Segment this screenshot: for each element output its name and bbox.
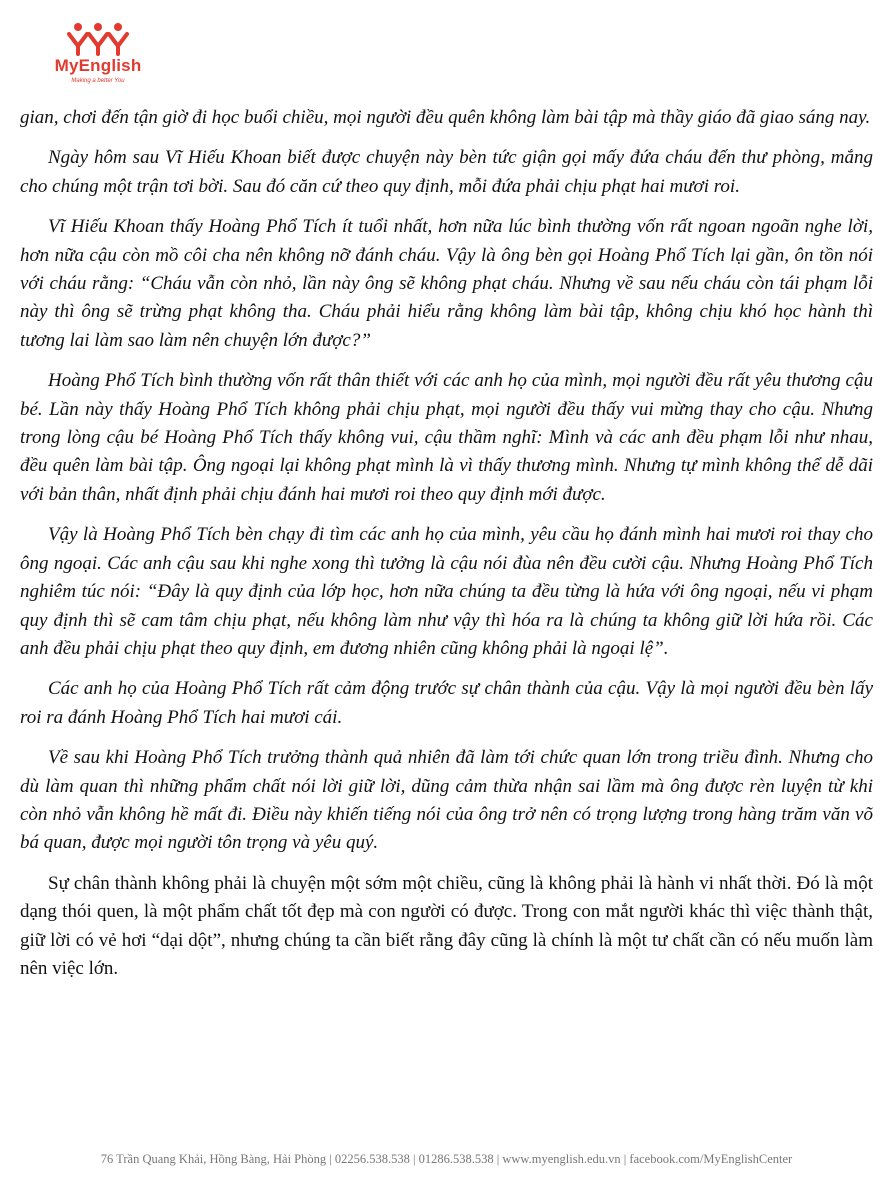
page-footer: 76 Trần Quang Khải, Hồng Bàng, Hải Phòng | 02256.538.538 | 01286.538.538 | www.myenglish.edu.vn | facebook.com/MyEnglishCenter bbox=[100, 1152, 793, 1166]
brand-name: MyEnglish bbox=[54, 56, 142, 75]
paragraph: Vĩ Hiếu Khoan thấy Hoàng Phổ Tích ít tuổi nhất, hơn nữa lúc bình thường vốn rất ngoan ngoãn nghe lời, hơn nữa cậu còn mồ côi cha nên không nỡ đánh cháu. Vậy là ông bèn gọi Hoàng Phổ Tích lại gần, ôn tồn nói với cháu rằng: “Cháu vẫn còn nhỏ, lần này ông sẽ không phạt cháu. Nhưng về sau nếu cháu còn tái phạm lỗi này thì ông sẽ trừng phạt không tha. Cháu phải hiểu rằng không làm bài tập, không chịu khó học hành thì tương lai làm sao làm nên chuyện lớn được?” bbox=[20, 216, 873, 351]
brand-tagline: Making a better You bbox=[71, 78, 125, 84]
paragraph: Ngày hôm sau Vĩ Hiếu Khoan biết được chuyện này bèn tức giận gọi mấy đứa cháu đến thư phòng, mắng cho chúng một trận tơi bời. Sau đó căn cứ theo quy định, mỗi đứa phải chịu phạt hai mươi roi. bbox=[20, 147, 873, 197]
brand-logo bbox=[48, 22, 158, 94]
paragraph: Các anh họ của Hoàng Phổ Tích rất cảm động trước sự chân thành của cậu. Vậy là mọi người đều bèn lấy roi ra đánh Hoàng Phổ Tích hai mươi cái. bbox=[20, 678, 873, 728]
three-people-logo-icon bbox=[66, 22, 130, 56]
paragraph: Vậy là Hoàng Phổ Tích bèn chạy đi tìm các anh họ của mình, yêu cầu họ đánh mình hai mươi roi thay cho ông ngoại. Các anh cậu sau khi nghe xong thì tưởng là cậu nói đùa nên đều cười cậu. Nhưng Hoàng Phổ Tích nghiêm túc nói: “Đây là quy định của lớp học, hơn nữa chúng ta đều từng là hứa với ông ngoại, nếu vi phạm quy định thì sẽ cam tâm chịu phạt, nếu không làm như vậy thì hóa ra là chúng ta không giữ lời hứa rồi. Các anh đều phải chịu phạt theo quy định, em đương nhiên cũng không phải là ngoại lệ”. bbox=[20, 524, 873, 659]
paragraph: Hoàng Phổ Tích bình thường vốn rất thân thiết với các anh họ của mình, mọi người đều rất yêu thương cậu bé. Lần này thấy Hoàng Phổ Tích không phải chịu phạt, mọi người đều thấy vui mừng thay cho cậu. Nhưng trong lòng cậu bé Hoàng Phổ Tích thấy không vui, cậu thầm nghĩ: Mình và các anh đều phạm lỗi như nhau, đều quên làm bài tập. Ông ngoại lại không phạt mình là vì thấy thương mình. Nhưng tự mình không thể dễ dãi với bản thân, nhất định phải chịu đánh hai mươi roi theo quy định mới được. bbox=[20, 370, 873, 505]
paragraph: Về sau khi Hoàng Phổ Tích trưởng thành quả nhiên đã làm tới chức quan lớn trong triều đình. Nhưng cho dù làm quan thì những phẩm chất nói lời giữ lời, dũng cảm thừa nhận sai lầm mà ông được rèn luyện từ khi còn nhỏ vẫn không hề mất đi. Điều này khiến tiếng nói của ông trở nên có trọng lượng trong hàng trăm văn võ bá quan, được mọi người tôn trọng và yêu quý. bbox=[20, 747, 873, 854]
paragraph: gian, chơi đến tận giờ đi học buổi chiều, mọi người đều quên không làm bài tập mà thầy giáo đã giao sáng nay. bbox=[20, 107, 871, 128]
conclusion-paragraph: Sự chân thành không phải là chuyện một sớm một chiều, cũng là không phải là hành vi nhất thời. Đó là một dạng thói quen, là một phẩm chất tốt đẹp mà con người có được. Trong con mắt người khác thì việc thành thật, giữ lời có vẻ hơi “dại dột”, nhưng chúng ta cần biết rằng đây cũng là chính là một tư chất cần có nếu muốn làm nên việc lớn. bbox=[20, 872, 873, 979]
article-body bbox=[20, 104, 873, 995]
